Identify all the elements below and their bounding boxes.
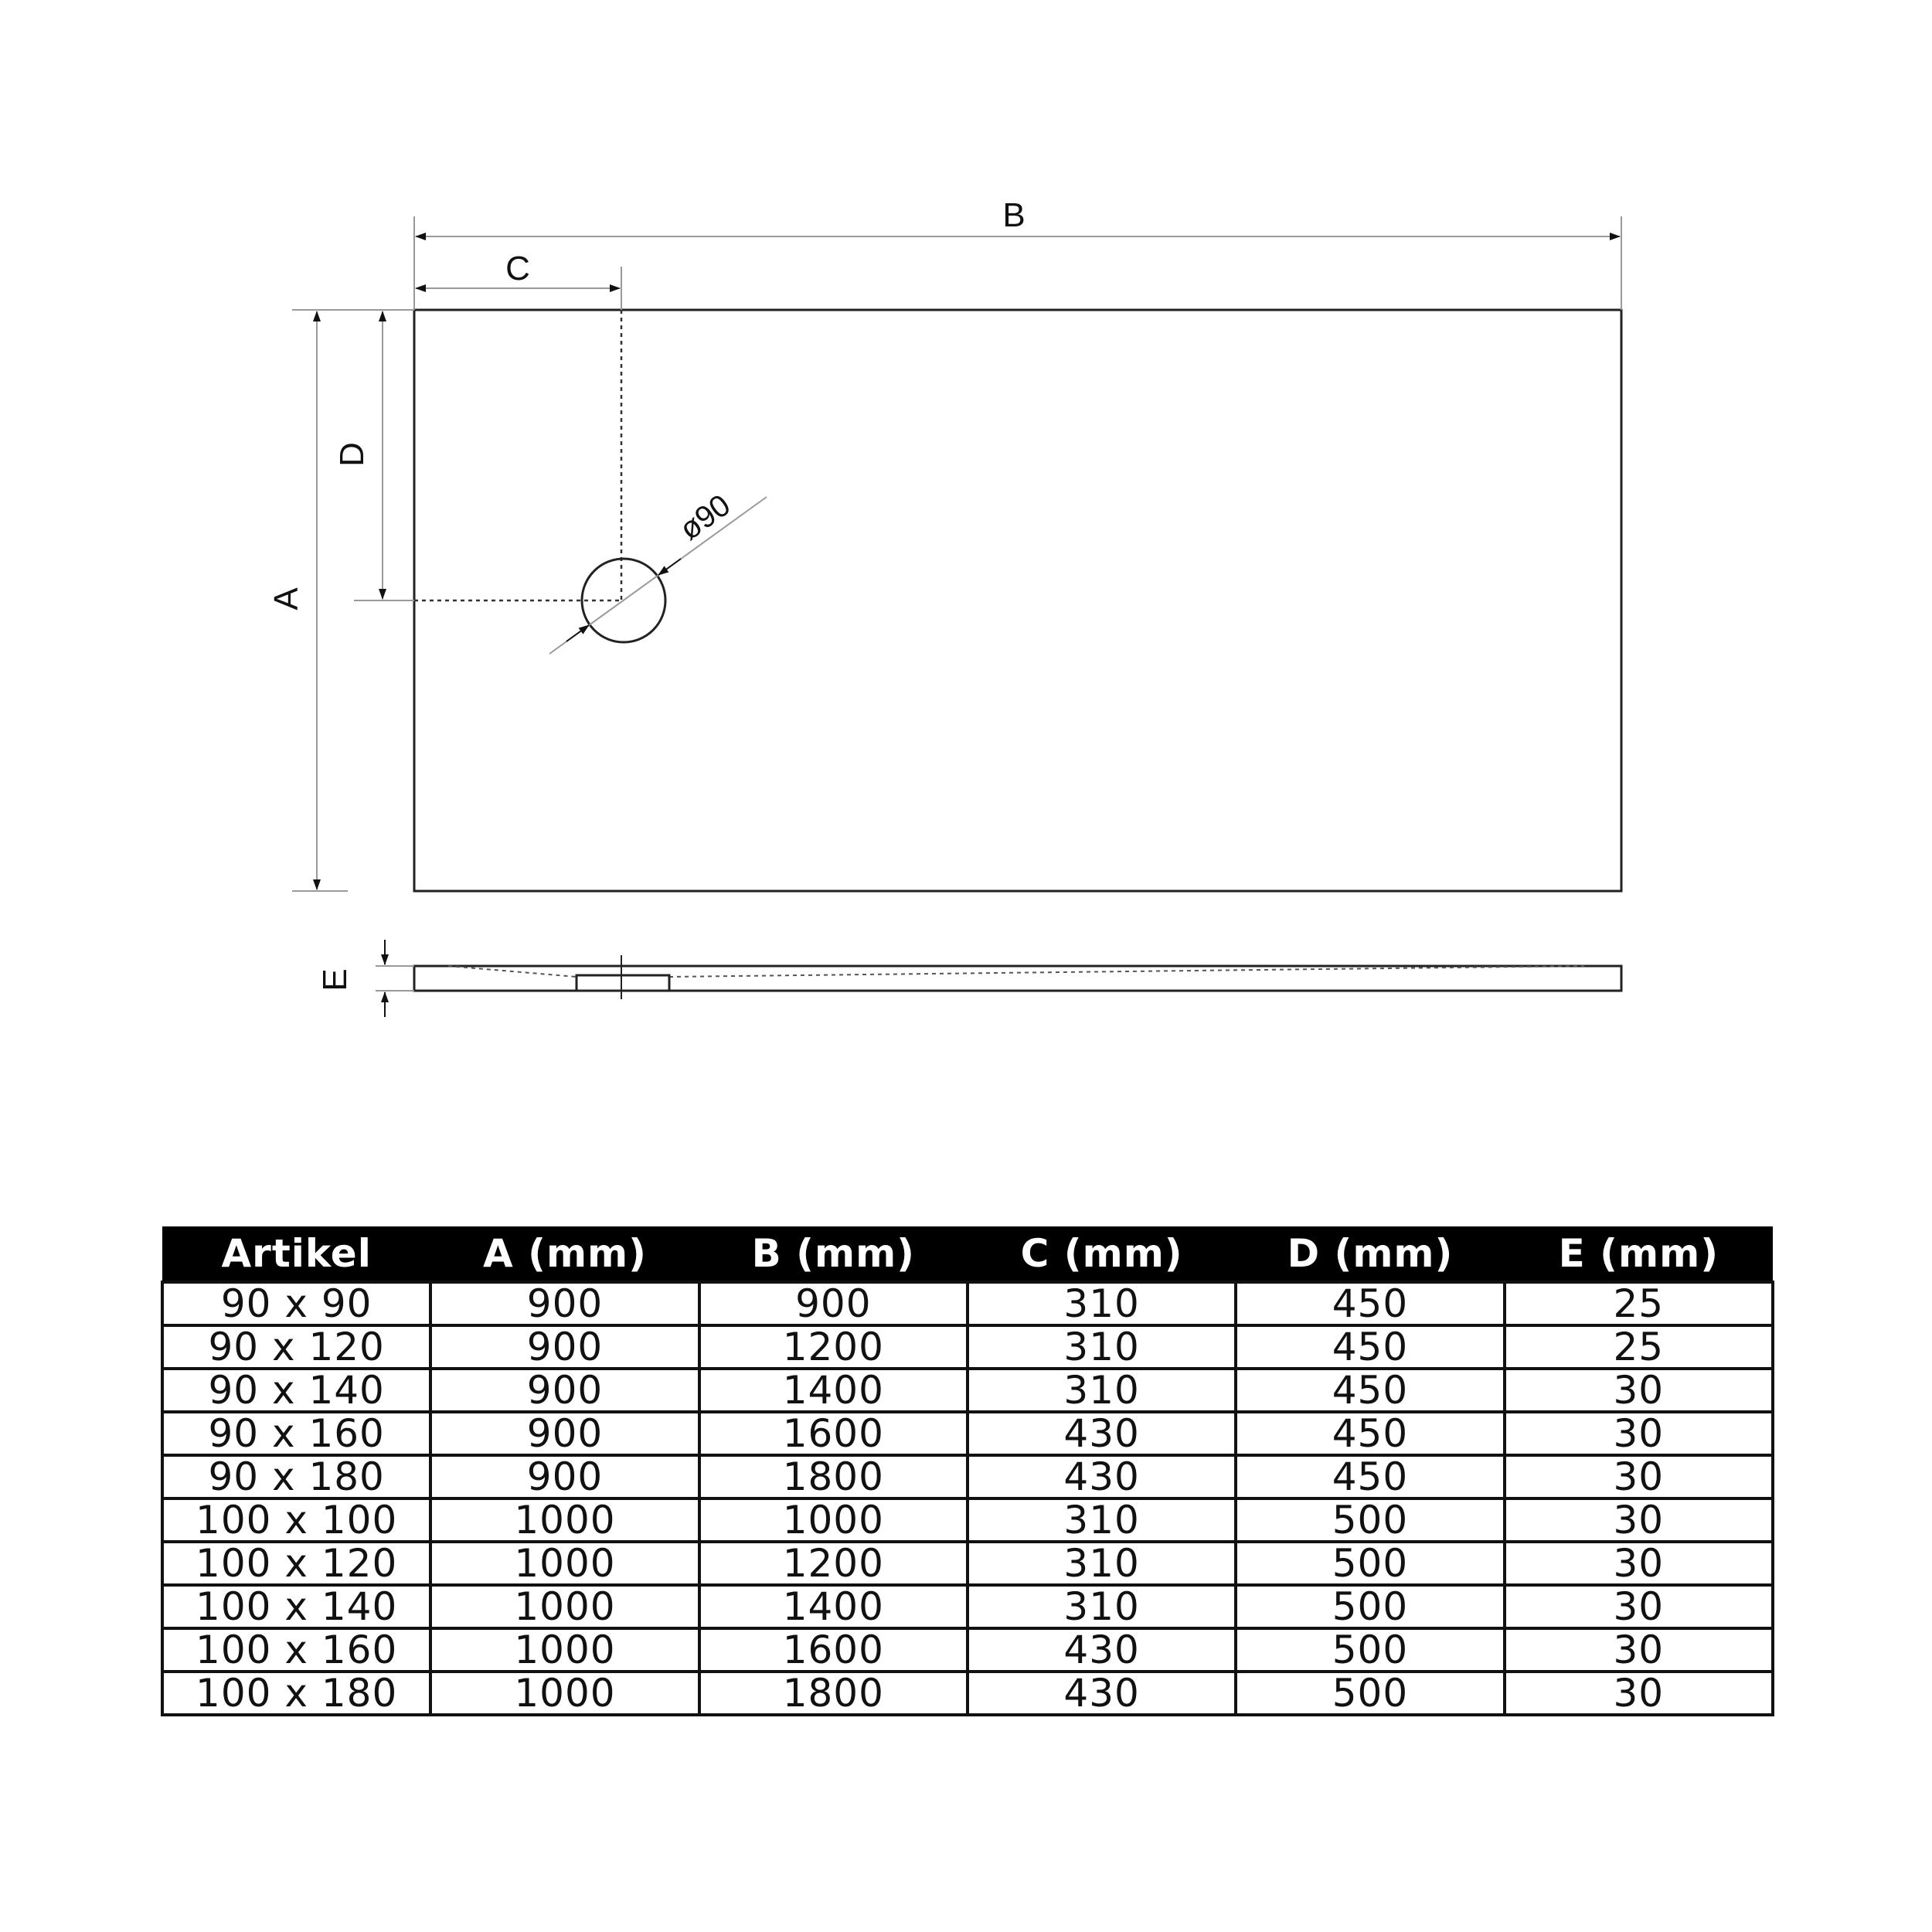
header-e: E (mm) (1505, 1226, 1773, 1282)
table-cell: 30 (1505, 1369, 1773, 1412)
table-cell: 450 (1236, 1412, 1504, 1455)
table-cell: 430 (968, 1412, 1236, 1455)
table-cell: 450 (1236, 1325, 1504, 1369)
table-cell: 100 x 140 (162, 1585, 430, 1628)
table-cell: 100 x 160 (162, 1628, 430, 1672)
table-cell: 1800 (699, 1455, 968, 1498)
table-row (162, 1282, 1773, 1325)
table-header-row (162, 1226, 1773, 1282)
table-row (162, 1672, 1773, 1715)
header-a: A (mm) (430, 1226, 699, 1282)
table-row (162, 1412, 1773, 1455)
table-cell: 1600 (699, 1628, 968, 1672)
table-cell: 100 x 120 (162, 1542, 430, 1585)
table-cell: 1000 (430, 1672, 699, 1715)
side-view-slope-right (669, 966, 1584, 977)
table-cell: 500 (1236, 1498, 1504, 1542)
drain-diameter-label: ø90 (673, 488, 737, 547)
table-cell: 1000 (699, 1498, 968, 1542)
table-cell: 900 (430, 1369, 699, 1412)
table-row (162, 1455, 1773, 1498)
table-cell: 25 (1505, 1325, 1773, 1369)
dimension-a-label: A (267, 587, 305, 611)
table-cell: 30 (1505, 1628, 1773, 1672)
table-cell: 430 (968, 1455, 1236, 1498)
side-view-slope-left (448, 966, 577, 977)
table-cell: 500 (1236, 1672, 1504, 1715)
table-cell: 30 (1505, 1585, 1773, 1628)
header-b: B (mm) (699, 1226, 968, 1282)
table-row (162, 1325, 1773, 1369)
dimensions-table (161, 1226, 1774, 1716)
table-cell: 500 (1236, 1585, 1504, 1628)
header-d: D (mm) (1236, 1226, 1504, 1282)
table-cell: 1600 (699, 1412, 968, 1455)
table-cell: 450 (1236, 1455, 1504, 1498)
dimension-c-label: C (505, 250, 530, 287)
table-cell: 310 (968, 1282, 1236, 1325)
table-cell: 1400 (699, 1585, 968, 1628)
table-cell: 500 (1236, 1542, 1504, 1585)
table-cell: 430 (968, 1672, 1236, 1715)
table-cell: 100 x 100 (162, 1498, 430, 1542)
table-cell: 90 x 160 (162, 1412, 430, 1455)
table-cell: 450 (1236, 1369, 1504, 1412)
table-cell: 90 x 140 (162, 1369, 430, 1412)
table-cell: 25 (1505, 1282, 1773, 1325)
table-cell: 30 (1505, 1412, 1773, 1455)
table-cell: 310 (968, 1369, 1236, 1412)
header-artikel: Artikel (162, 1226, 430, 1282)
table-cell: 1000 (430, 1628, 699, 1672)
table-cell: 30 (1505, 1455, 1773, 1498)
table-cell: 30 (1505, 1672, 1773, 1715)
table-cell: 1200 (699, 1542, 968, 1585)
table-cell: 30 (1505, 1542, 1773, 1585)
table-cell: 1000 (430, 1585, 699, 1628)
table-cell: 30 (1505, 1498, 1773, 1542)
table-cell: 310 (968, 1498, 1236, 1542)
table-row (162, 1498, 1773, 1542)
dimension-b-label: B (1002, 196, 1026, 234)
table-cell: 900 (430, 1282, 699, 1325)
table-row (162, 1542, 1773, 1585)
drain-diameter-arrow-lower (566, 625, 589, 641)
table-cell: 450 (1236, 1282, 1504, 1325)
table-cell: 900 (430, 1412, 699, 1455)
table-cell: 1000 (430, 1498, 699, 1542)
table-cell: 90 x 120 (162, 1325, 430, 1369)
table-cell: 1800 (699, 1672, 968, 1715)
drain-diameter-arrow-upper (658, 559, 681, 575)
table-row (162, 1628, 1773, 1672)
table-row (162, 1585, 1773, 1628)
header-c: C (mm) (968, 1226, 1236, 1282)
table-cell: 900 (699, 1282, 968, 1325)
table-cell: 90 x 180 (162, 1455, 430, 1498)
table-cell: 1200 (699, 1325, 968, 1369)
table-cell: 900 (430, 1325, 699, 1369)
table-cell: 900 (430, 1455, 699, 1498)
table-cell: 90 x 90 (162, 1282, 430, 1325)
table-cell: 100 x 180 (162, 1672, 430, 1715)
dimension-d-label: D (333, 442, 371, 467)
table-cell: 1400 (699, 1369, 968, 1412)
table-cell: 310 (968, 1585, 1236, 1628)
dimension-e-label: E (316, 968, 354, 992)
table-cell: 1000 (430, 1542, 699, 1585)
table-row (162, 1369, 1773, 1412)
table-cell: 310 (968, 1325, 1236, 1369)
table-cell: 310 (968, 1542, 1236, 1585)
side-view-drain (577, 975, 669, 991)
table-cell: 430 (968, 1628, 1236, 1672)
table-cell: 500 (1236, 1628, 1504, 1672)
